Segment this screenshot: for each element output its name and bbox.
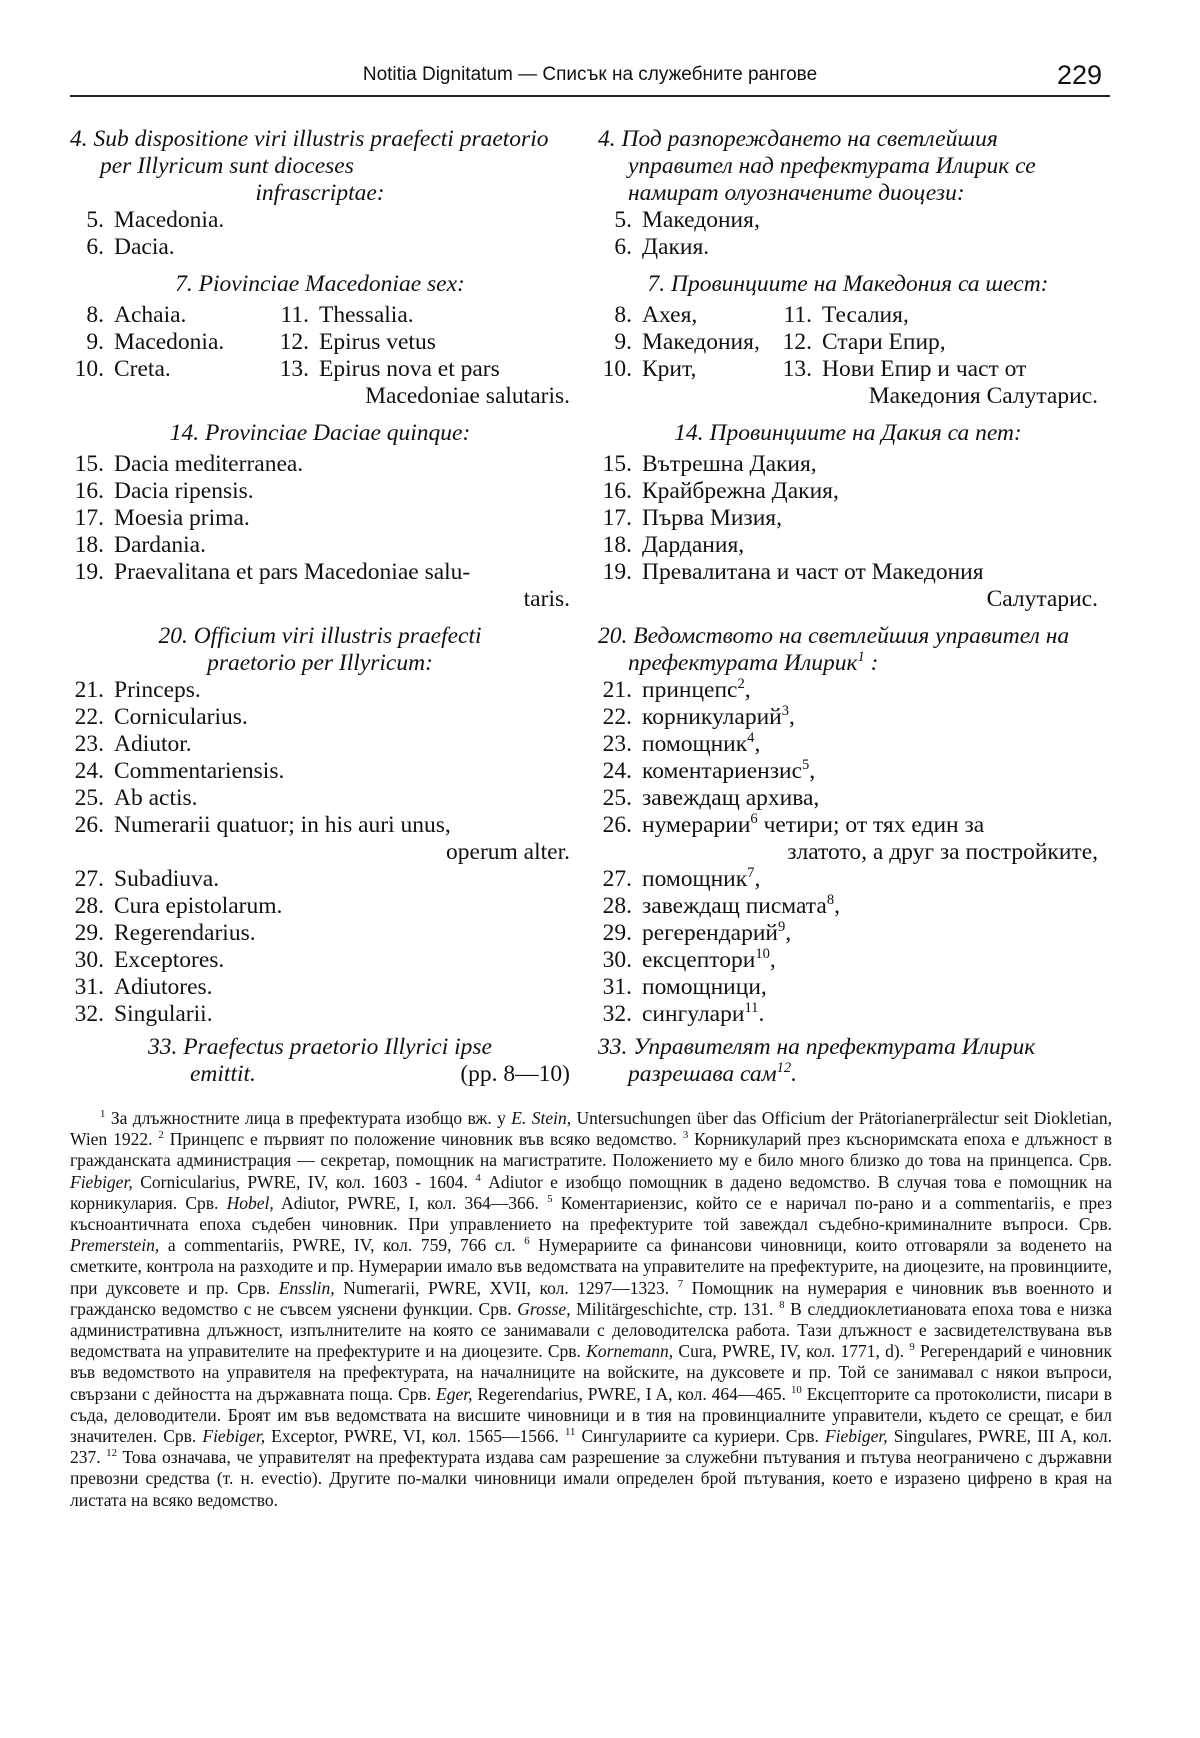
province-grid <box>70 302 570 410</box>
heading-14: 14. Provinciae Daciae quinque: <box>169 420 471 446</box>
list-item: 19. Praevalitana et pars Macedoniae salu- taris. <box>74 559 570 612</box>
list-item: 23. Adiutor. <box>74 731 192 757</box>
list-item: 17. Moesia prima. <box>74 505 250 531</box>
list-item: 27. Subadiuva. <box>74 866 220 892</box>
list-item: 6. Dacia. <box>86 234 175 260</box>
list-item: 6. Дакия. <box>614 234 710 260</box>
footnotes <box>70 1108 1112 1511</box>
list-item: 29. Regerendarius. <box>74 920 256 946</box>
latin-column <box>70 126 570 1088</box>
heading-7: 7. Провинциите на Македония са шест: <box>647 271 1049 297</box>
list-item: 21. принцепс$^2$, <box>602 676 751 703</box>
bulgarian-column <box>598 126 1098 1088</box>
page-number: 229 <box>1056 60 1102 90</box>
list-item: 27. помощник$^7$, <box>602 865 761 892</box>
list-item: 10. Creta. <box>74 356 171 382</box>
list-item: 8. Ахея, <box>614 302 698 328</box>
footnote-block: $^1$ За длъжностните лица в префектурата изобщо вж. у E. Stein, Untersuchungen über das Officium der Prätorianerprälectur seit Diokletian, Wien 1922. $^2$ Принцепс е първият по положение чиновник във всяко ведомство. $^3$ Корникуларий през къснoримската епоха е длъжност в гражданската администрация — секретар, помощник на магистратите. Положението му е било много близко до това на принцепса. Срв. Fiebiger, Cornicularius, PWRE, IV, кол. 1603 - 1604. $^4$ Adiutor е изобщо помощник в дадено ведомство. В случая това е помощник на корникулария. Срв. Hobel, Adiutor, PWRE, I, кол. 364—366. $^5$ Коментариензис, който се е наричал по-рано и а commentariis, е през къснoантичната епоха съдебен чиновник. При управлението на префектурите той завеждал съдебно-криминалните въпроси. Срв. Premerstein, a commentariis, PWRE, IV, кол. 759, 766 сл. $^6$ Нумерариите са финансови чиновници, които отговаряли за воденето на сметките, контрола на разходите и пр. Нумерарии имало във ведомствата на управителите на префектурите, на диоцезите, на провинциите, при дуксовете и пр. Срв. Ensslin, Numerarii, PWRE, XVII, кол. 1297—1323. $^7$ Помощник на нумерария е чиновник във военното и гражданско ведомство с не съвсем уяснени функции. Срв. Grosse, Militärgeschichte, стр. 131. $^8$ В следдиоклетиановата епоха това е низка административна длъжност, изпълнителите на която се занимавали с деловодителска работа. Тази длъжност е засвидетелствувана във ведомствата на управителите на префектурите и на диоцезите. Срв. Kornemann, Cura, PWRE, IV, кол. 1771, d). $^9$ Регерендарий е чиновник във ведомството на управителя на префектурата, на началниците на войските, на дуксовете и пр. Той се занимавал с някои въпроси, свързани с дейността на държавната поща. Срв. Eger, Regerendarius, PWRE, I A, кол. 464—465. $^{10}$ Ексцепторите са протоколисти, писари в съда, деловодители. Броят им във ведомствата на висшите чиновници и в тия на провинциалните управители, където се срещат, е бил значителен. Срв. Fiebiger, Exceptor, PWRE, VI, кол. 1565—1566. $^{11}$ Сингулариите са куриери. Срв. Fiebiger, Singulares, PWRE, III A, кол. 237. $^{12}$ Това означава, че управителят на префектурата издава сам разрешение за служебни пътувания и пътува неограничено с държавни превозни средства (т. н. evectio). Другите по-малки чиновници имали определен брой пътувания, което е изразено цифрено в края на листата на всяко ведомство. <box>70 1108 1113 1510</box>
running-title: Notitia Dignitatum — Списък на служебните рангове <box>362 64 818 85</box>
list-item: 31. помощници, <box>602 974 767 1000</box>
list-item: 13. Нови Епир и част от Македония Салутарис. <box>782 356 1098 409</box>
list-item: 26. Numerarii quatuor; in his auri unus, operum alter. <box>74 812 570 865</box>
list-item: 24. коментариензис$^5$, <box>602 757 816 784</box>
list-item: 28. завеждащ писмата$^8$, <box>602 892 840 919</box>
list-item: 31. Adiutores. <box>74 974 213 1000</box>
heading-33: 33. Praefectus praetorio Illyrici ipse <box>148 1034 492 1060</box>
list-item: 24. Commentariensis. <box>74 758 285 784</box>
list-item: 12. Epirus vetus <box>279 329 436 355</box>
list-item: 12. Стари Епир, <box>782 329 946 355</box>
list-item: 29. регерендарий$^9$, <box>602 919 792 946</box>
heading-4: 4. Sub dispositione viri illustris praefecti praetorio per Illyricum sunt dioceses infrascriptae: <box>70 126 549 206</box>
heading-20: 20. Officium viri illustris praefecti praetorio per Illyricum: <box>158 623 482 676</box>
province-grid <box>598 302 1098 410</box>
list-item: 11. Thessalia. <box>280 302 414 328</box>
page-reference: (pp. 8—10) <box>460 1061 570 1087</box>
list-item: 30. Exceptores. <box>74 947 225 973</box>
list-item: 32. Singularii. <box>74 1001 213 1027</box>
list-item: 10. Крит, <box>602 356 697 382</box>
list-item: 18. Dardania. <box>74 532 206 558</box>
list-item: 13. Epirus nova et pars Macedoniae salutaris. <box>279 356 570 409</box>
list-item: 16. Крайбрежна Дакия, <box>602 478 839 504</box>
list-item: 18. Дардания, <box>602 532 745 558</box>
list-item: 5. Македония, <box>614 207 760 233</box>
heading-7: 7. Piovinciae Macedoniae sex: <box>175 271 465 297</box>
list-item: 15. Вътрешна Дакия, <box>602 451 817 477</box>
list-item: 25. Ab actis. <box>74 785 198 811</box>
heading-33: 33. Управителят на префектурата Илирик разрешава сам$^{12}$. <box>598 1034 1036 1087</box>
heading-4: 4. Под разпореждането на светлейшия управител над префектурата Илирик се намират олуозначените диоцези: <box>598 126 1036 206</box>
list-item: 21. Princeps. <box>74 677 201 703</box>
list-item: 30. ексцептори$^{10}$, <box>602 946 776 973</box>
list-item: 15. Dacia mediterranea. <box>74 451 304 477</box>
list-item: 32. сингулари$^{11}$. <box>602 1000 765 1027</box>
list-item: 9. Macedonia. <box>86 329 225 355</box>
list-item: 9. Македония, <box>614 329 760 355</box>
list-item: 22. Cornicularius. <box>74 704 248 730</box>
list-item: 11. Тесалия, <box>783 302 909 328</box>
list-item: 5. Macedonia. <box>86 207 225 233</box>
heading-33-tail: emittit. <box>190 1061 256 1087</box>
list-item: 22. корникуларий$^3$, <box>602 703 795 730</box>
list-item: 28. Cura epistolarum. <box>74 893 283 919</box>
page-header <box>70 60 1110 100</box>
list-item: 23. помощник$^4$, <box>602 730 761 757</box>
heading-14: 14. Провинциите на Дакия са пет: <box>674 420 1022 446</box>
list-item: 19. Превалитана и част от Македония Салутарис. <box>602 559 1098 612</box>
heading-20: 20. Ведомството на светлейшия управител на префектурата Илирик$^1$ : <box>598 623 1070 676</box>
list-item: 8. Achaia. <box>86 302 187 328</box>
list-item: 25. завеждащ архива, <box>602 785 820 811</box>
list-item: 16. Dacia ripensis. <box>74 478 254 504</box>
list-item: 26. нумерарии$^6$ четири; от тях един за златото, а друг за постройките, <box>602 811 1098 865</box>
header-rule <box>70 95 1110 97</box>
list-item: 17. Първа Мизия, <box>602 505 782 531</box>
